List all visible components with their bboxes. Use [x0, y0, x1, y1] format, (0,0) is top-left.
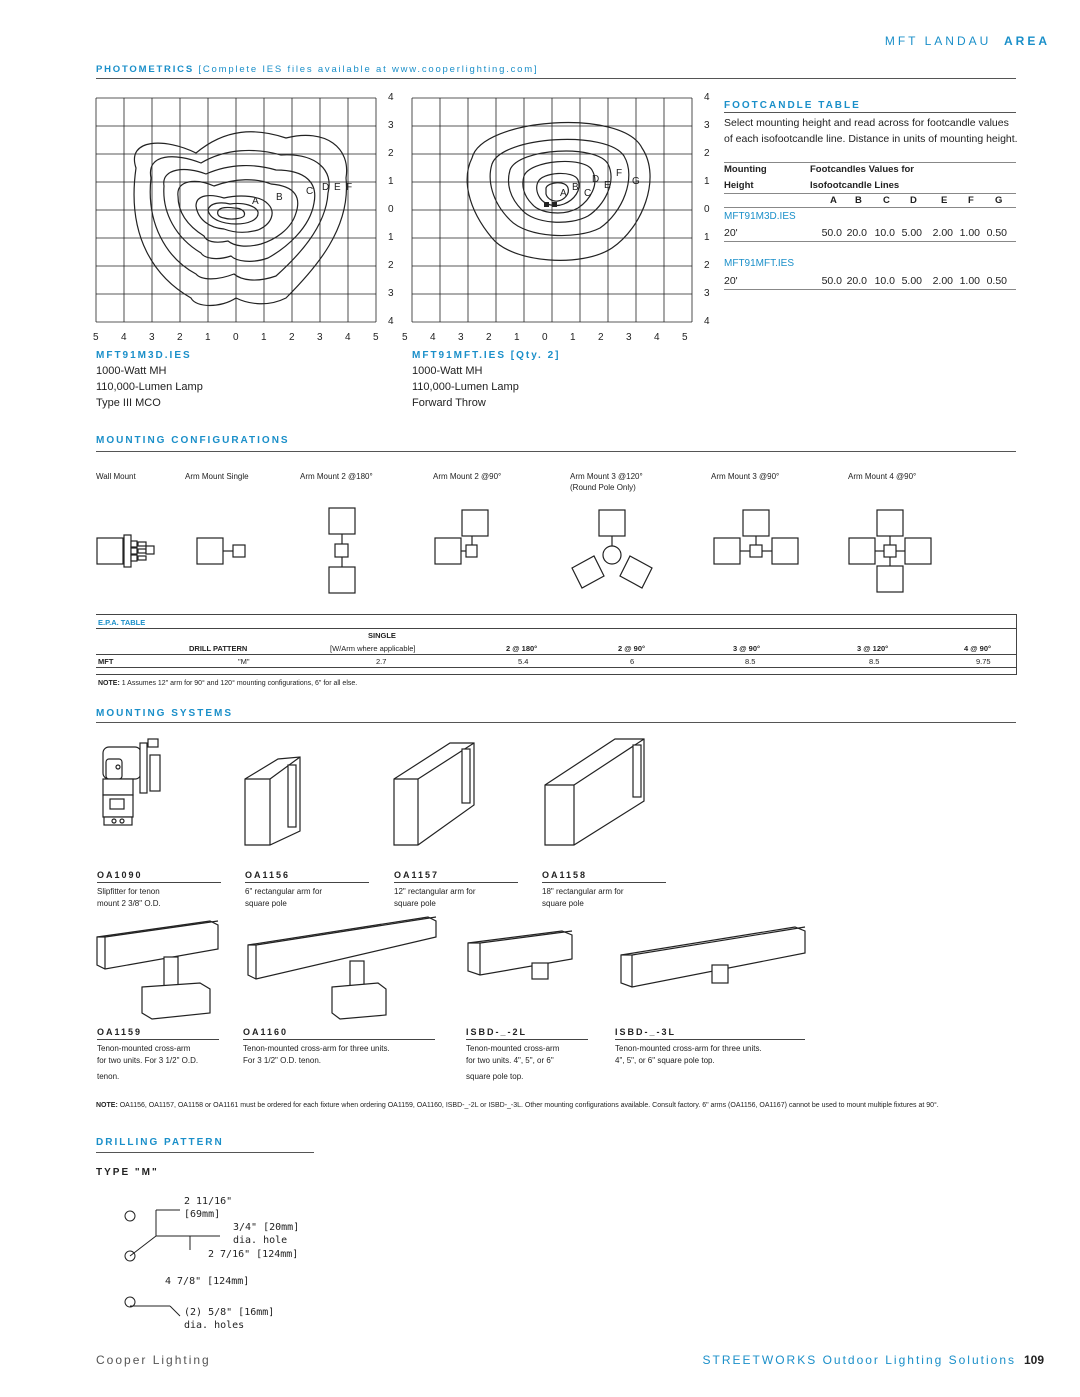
left-line2: 110,000-Lumen Lamp: [96, 381, 203, 393]
contour-label-left: B: [276, 192, 283, 203]
fc-letter: C: [883, 195, 890, 206]
fc-letter: A: [830, 195, 837, 206]
y-tick-right: 2: [704, 260, 710, 271]
mounting-config-rule: [96, 451, 1016, 452]
product-code: OA1156: [245, 870, 291, 880]
ms-note-label: NOTE:: [96, 1102, 118, 1109]
product-desc-line1: Tenon-mounted cross-arm for three units.: [615, 1044, 762, 1053]
epa-col-header: 3 @ 90°: [733, 644, 760, 653]
fc-value: 1.00: [959, 275, 980, 287]
oa1157-drawing: [394, 743, 474, 845]
drilling-pattern-heading: DRILLING PATTERN: [96, 1137, 224, 1148]
dim-3: 2 7/16" [124mm]: [208, 1249, 299, 1260]
isbd-2l-drawing: [468, 931, 572, 979]
x-tick-left: 5: [93, 332, 99, 343]
epa-value: 8.5: [745, 657, 756, 666]
right-line1: 1000-Watt MH: [412, 365, 483, 377]
fc-value: 1.00: [959, 227, 980, 239]
fc-value: 2.00: [932, 275, 953, 287]
mounting-systems-row1-drawings: [0, 735, 1080, 850]
product-desc-line2: square pole: [245, 899, 287, 908]
fc-section2-height: 20': [724, 275, 738, 287]
page-number: 109: [1023, 1353, 1044, 1367]
epa-col-header: 2 @ 90°: [618, 644, 645, 653]
fc-letter: G: [995, 195, 1003, 206]
epa-single: SINGLE: [368, 631, 396, 640]
right-line3: Forward Throw: [412, 397, 486, 409]
fc-rule-2: [724, 193, 1016, 194]
fc-value: 0.50: [986, 275, 1007, 287]
mount-config-label: Arm Mount 3 @90°: [711, 472, 780, 481]
mount-config-sublabel: (Round Pole Only): [570, 483, 636, 492]
arm-3-120-drawing: [572, 510, 652, 588]
fixture-marker-2: [552, 202, 557, 207]
product-desc-line1: 18" rectangular arm for: [542, 887, 624, 896]
contour-left-4: [178, 180, 298, 246]
x-tick-right: 5: [402, 332, 408, 343]
mount-config-label: Arm Mount 3 @120°: [570, 472, 643, 481]
footcandle-heading: FOOTCANDLE TABLE: [724, 100, 861, 111]
page-header: [885, 34, 1050, 48]
contour-left-7: [218, 207, 245, 219]
product-desc-line2: square pole: [542, 899, 584, 908]
photometric-grid-right: [412, 98, 692, 322]
epa-value: 6: [630, 657, 635, 666]
y-tick-left: 1: [388, 176, 394, 187]
footer-right: [703, 1353, 1016, 1367]
product-desc-line3: tenon.: [97, 1072, 120, 1081]
epa-title: E.P.A. TABLE: [98, 618, 146, 627]
epa-value: 5.4: [518, 657, 529, 666]
arm-single-drawing: [197, 538, 245, 564]
fc-letter: B: [855, 195, 862, 206]
contour-label-right: F: [616, 168, 623, 179]
x-tick-right: 0: [542, 332, 548, 343]
fc-value: 0.50: [986, 227, 1007, 239]
drilling-pattern-rule: [96, 1152, 314, 1153]
oa1158-drawing: [545, 739, 644, 845]
oa1160-drawing: [248, 917, 436, 1019]
mounting-systems-rule: [96, 722, 1016, 723]
product-desc-line3: square pole top.: [466, 1072, 524, 1081]
x-tick-left: 1: [205, 332, 211, 343]
x-tick-left: 0: [233, 332, 239, 343]
y-tick-right: 3: [704, 120, 710, 131]
y-tick-left: 2: [388, 148, 394, 159]
fc-rule-5: [724, 289, 1016, 290]
fc-value: 20.0: [846, 227, 867, 239]
mount-config-label: Arm Mount 4 @90°: [848, 472, 917, 481]
oa1090-drawing: [103, 739, 160, 825]
product-rule: [542, 882, 666, 883]
product-desc-line2: square pole: [394, 899, 436, 908]
x-tick-left: 1: [261, 332, 267, 343]
y-tick-right: 4: [704, 316, 710, 327]
epa-col-header: 4 @ 90°: [964, 644, 991, 653]
y-tick-left: 2: [388, 260, 394, 271]
footer-tagline: Outdoor Lighting Solutions: [822, 1353, 1016, 1367]
fc-letter: D: [910, 195, 917, 206]
x-tick-left: 5: [373, 332, 379, 343]
x-tick-left: 2: [289, 332, 295, 343]
mounting-systems-row2-drawings: [0, 915, 1080, 1025]
fc-value: 5.00: [901, 275, 922, 287]
fc-col-values2: Isofootcandle Lines: [810, 180, 900, 191]
epa-rule-4: [96, 667, 1016, 668]
y-tick-right: 1: [704, 176, 710, 187]
arm-2-90-drawing: [435, 510, 488, 564]
product-code: OA1090: [97, 870, 143, 880]
x-tick-right: 1: [514, 332, 520, 343]
fc-value: 2.00: [932, 227, 953, 239]
contour-label-left: F: [346, 182, 353, 193]
y-tick-left: 1: [388, 232, 394, 243]
fc-section1-name: MFT91M3D.IES: [724, 211, 796, 222]
product-desc-line2: For 3 1/2" O.D. tenon.: [243, 1056, 321, 1065]
x-tick-right: 4: [430, 332, 436, 343]
fc-value: 10.0: [874, 227, 895, 239]
y-tick-left: 3: [388, 288, 394, 299]
fc-value: 50.0: [821, 227, 842, 239]
contour-label-left: C: [306, 186, 314, 197]
mount-config-label: Wall Mount: [96, 472, 136, 481]
photometrics-heading: [96, 64, 538, 75]
contour-right-outer: [467, 123, 650, 261]
epa-row-name: MFT: [98, 657, 114, 666]
left-photometric-caption: [96, 350, 203, 411]
fc-letter: F: [968, 195, 974, 206]
oa1159-drawing: [97, 921, 218, 1019]
epa-row-single: 2.7: [376, 657, 387, 666]
fc-letter: E: [941, 195, 948, 206]
fc-col-mounting: Mounting: [724, 164, 767, 175]
contour-label-right: C: [584, 188, 592, 199]
product-rule: [97, 1039, 219, 1040]
epa-note-label: NOTE:: [98, 680, 120, 687]
left-line1: 1000-Watt MH: [96, 365, 167, 377]
dim-1b: [69mm]: [184, 1209, 221, 1220]
footcandle-rule: [724, 112, 1016, 113]
mount-config-drawings: [0, 500, 1080, 590]
product-rule: [243, 1039, 435, 1040]
contour-left-5: [196, 196, 272, 233]
footcandle-description: Select mounting height and read across for footcandle values of each isofootcandle line. Distance in units of mounting height.: [724, 117, 1018, 145]
x-tick-right: 4: [654, 332, 660, 343]
product-desc-line1: Tenon-mounted cross-arm: [466, 1044, 560, 1053]
fc-section1-height: 20': [724, 227, 738, 239]
product-desc-line1: Tenon-mounted cross-arm for three units.: [243, 1044, 390, 1053]
y-tick-left: 4: [388, 92, 394, 103]
product-code: OA1159: [97, 1027, 143, 1037]
dim-5a: (2) 5/8" [16mm]: [184, 1307, 275, 1318]
epa-row-pattern: "M": [238, 657, 250, 666]
y-tick-right: 1: [704, 232, 710, 243]
fc-col-height: Height: [724, 180, 754, 191]
fc-value: 10.0: [874, 275, 895, 287]
contour-left-6: [208, 203, 258, 224]
contour-label-right: B: [572, 182, 579, 193]
dim-4: 4 7/8" [124mm]: [165, 1276, 250, 1287]
product-desc-line2: for two units. 4", 5", or 6": [466, 1056, 554, 1065]
contour-label-left: A: [252, 196, 259, 207]
mount-config-label: Arm Mount 2 @90°: [433, 472, 502, 481]
dim-2a: 3/4" [20mm]: [233, 1222, 300, 1233]
arm-4-90-drawing: [849, 510, 931, 592]
y-tick-right: 2: [704, 148, 710, 159]
photometrics-rule: [96, 78, 1016, 79]
y-tick-left: 3: [388, 120, 394, 131]
fc-value: 50.0: [821, 275, 842, 287]
product-desc-line1: 6" rectangular arm for: [245, 887, 323, 896]
product-desc-line1: 12" rectangular arm for: [394, 887, 476, 896]
product-code: OA1160: [243, 1027, 289, 1037]
left-line3: Type III MCO: [96, 397, 161, 409]
y-tick-right: 4: [704, 92, 710, 103]
product-rule: [97, 882, 221, 883]
epa-arm-note: [W/Arm where applicable]: [330, 644, 416, 653]
contour-label-left: E: [334, 182, 341, 193]
y-tick-right: 3: [704, 288, 710, 299]
x-tick-left: 4: [345, 332, 351, 343]
epa-top-rule: [96, 614, 1016, 615]
contour-label-right: A: [560, 188, 567, 199]
product-desc-line2: mount 2 3/8" O.D.: [97, 899, 161, 908]
product-rule: [466, 1039, 588, 1040]
product-rule: [245, 882, 369, 883]
footer-line: STREETWORKS: [702, 1353, 818, 1367]
epa-col-header: 3 @ 120°: [857, 644, 889, 653]
contour-label-right: D: [592, 174, 600, 185]
y-tick-left: 4: [388, 316, 394, 327]
mounting-systems-note: [96, 1101, 1012, 1111]
x-tick-left: 3: [149, 332, 155, 343]
dim-1a: 2 11/16": [184, 1196, 233, 1207]
category-name: AREA: [1003, 34, 1050, 48]
fc-value: 20.0: [846, 275, 867, 287]
wall-mount-drawing: [97, 535, 154, 567]
product-code: ISBD-_-2L: [466, 1027, 528, 1037]
contour-left-outer: [134, 132, 347, 306]
product-rule: [615, 1039, 805, 1040]
product-code: OA1158: [542, 870, 588, 880]
footer-brand: Cooper Lighting: [96, 1353, 211, 1367]
mounting-systems-heading: MOUNTING SYSTEMS: [96, 708, 234, 719]
arm-3-90-drawing: [714, 510, 798, 564]
drilling-type: TYPE "M": [96, 1167, 159, 1178]
arm-2-180-drawing: [329, 508, 355, 593]
epa-note: [98, 680, 357, 687]
fc-col-values1: Footcandles Values for: [810, 164, 914, 175]
mount-config-label: Arm Mount 2 @180°: [300, 472, 373, 481]
x-tick-right: 5: [682, 332, 688, 343]
epa-rule-3: [96, 654, 1016, 655]
photometrics-note: [Complete IES files available at www.cooperlighting.com]: [198, 64, 539, 75]
right-line2: 110,000-Lumen Lamp: [412, 381, 519, 393]
x-tick-right: 2: [486, 332, 492, 343]
fixture-marker-1: [544, 202, 549, 207]
product-rule: [394, 882, 518, 883]
x-tick-left: 3: [317, 332, 323, 343]
product-desc-line1: Slipfitter for tenon: [97, 887, 160, 896]
mount-config-label: Arm Mount Single: [185, 472, 249, 481]
epa-rule-2: [96, 628, 1016, 629]
contour-label-right: E: [604, 180, 611, 191]
product-desc-line2: for two units. For 3 1/2" O.D.: [97, 1056, 199, 1065]
x-tick-right: 3: [458, 332, 464, 343]
x-tick-left: 2: [177, 332, 183, 343]
contour-label-left: D: [322, 182, 330, 193]
product-code: ISBD-_-3L: [615, 1027, 677, 1037]
epa-value: 9.75: [976, 657, 991, 666]
product-desc-line2: 4", 5", or 6" square pole top.: [615, 1056, 715, 1065]
product-code: OA1157: [394, 870, 440, 880]
epa-col-header: 2 @ 180°: [506, 644, 538, 653]
fc-section2-name: MFT91MFT.IES: [724, 258, 795, 269]
fc-rule-1: [724, 162, 1016, 163]
hole-top: [125, 1211, 135, 1221]
dim-2b: dia. hole: [233, 1235, 288, 1246]
product-desc-line1: Tenon-mounted cross-arm: [97, 1044, 191, 1053]
y-tick-right: 0: [704, 204, 710, 215]
mounting-config-heading: MOUNTING CONFIGURATIONS: [96, 435, 290, 446]
series-name: MFT LANDAU: [884, 34, 992, 48]
right-file-code: MFT91MFT.IES: [412, 350, 507, 361]
fc-rule-4: [724, 241, 1016, 242]
right-photometric-caption: [412, 350, 561, 411]
y-tick-left: 0: [388, 204, 394, 215]
dim-5b: dia. holes: [184, 1320, 245, 1331]
x-tick-right: 2: [598, 332, 604, 343]
photometrics-title: PHOTOMETRICS: [96, 64, 194, 75]
contour-label-right: G: [632, 176, 640, 187]
x-tick-right: 1: [570, 332, 576, 343]
ms-note-text: OA1156, OA1157, OA1158 or OA1161 must be ordered for each fixture when ordering OA1159, OA1160, ISBD-_-2L or ISBD-_-3L. Other mounting configurations available. Consult factory. 6" arms (OA1156, OA1167) cannot be used to mount multiple fixtures at 90°.: [119, 1102, 939, 1109]
left-file-code: MFT91M3D.IES: [96, 350, 192, 361]
epa-value: 8.5: [869, 657, 880, 666]
x-tick-left: 4: [121, 332, 127, 343]
epa-note-text: 1 Assumes 12" arm for 90° and 120° mounting configurations, 6" for all else.: [121, 680, 358, 687]
isbd-3l-drawing: [621, 927, 805, 987]
photometric-grid-left: [96, 98, 376, 322]
oa1156-drawing: [245, 757, 300, 845]
fc-value: 5.00: [901, 227, 922, 239]
fc-rule-3: [724, 207, 1016, 208]
right-qty: [Qty. 2]: [510, 350, 561, 361]
epa-drill-pattern: DRILL PATTERN: [189, 644, 248, 653]
x-tick-right: 3: [626, 332, 632, 343]
